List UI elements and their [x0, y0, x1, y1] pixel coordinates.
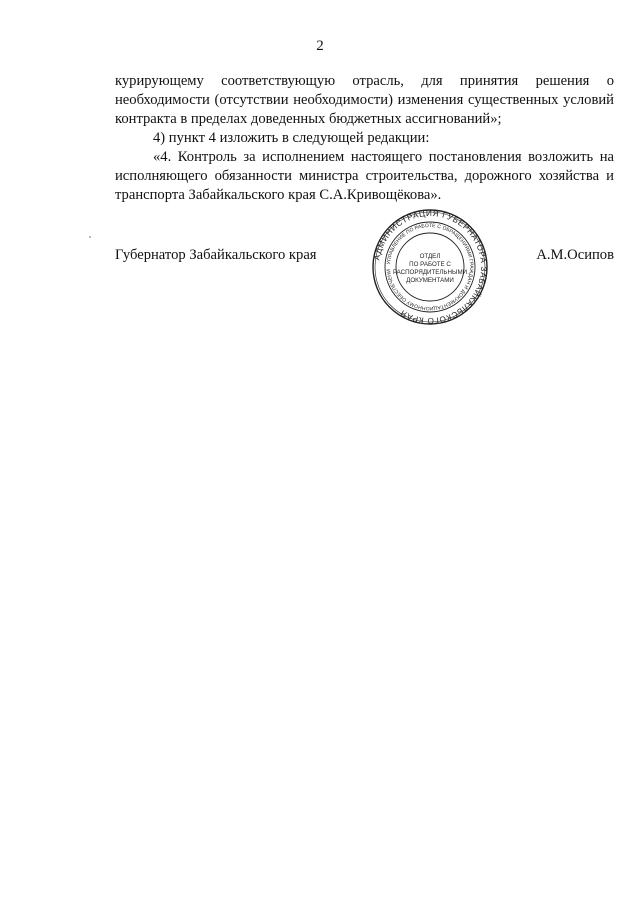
- seal-outer-text: АДМИНИСТРАЦИЯ ГУБЕРНАТОРА ЗАБАЙКАЛЬСКОГО КРАЯ: [372, 208, 489, 326]
- seal-center-line-3: РАСПОРЯДИТЕЛЬНЫМИ: [392, 269, 468, 276]
- paragraph-item-4-intro: 4) пункт 4 изложить в следующей редакции:: [153, 130, 430, 146]
- margin-mark: [89, 236, 91, 238]
- official-seal: [371, 208, 489, 326]
- signatory-name: А.М.Осипов: [536, 247, 614, 263]
- seal-center-line-4: ДОКУМЕНТАМИ: [406, 277, 454, 284]
- signatory-position: Губернатор Забайкальского края: [115, 247, 317, 263]
- signature-block: [115, 247, 614, 269]
- seal-inner-text: УПРАВЛЕНИЕ ПО РАБОТЕ С ОБРАЩЕНИЯМИ ГРАЖДАН И ДОКУМЕНТАЦИОННОМУ ОБЕСПЕЧЕНИ: [386, 222, 475, 312]
- document-body: [115, 72, 614, 205]
- paragraph-control-clause: «4. Контроль за исполнением настоящего постановления возложить на исполняющего обязанности министра строительства, дорожного хозяйства и транспорта Забайкальского края С.А.Кривощёкова».: [115, 149, 614, 203]
- seal-center-line-1: ОТДЕЛ: [419, 253, 441, 260]
- seal-center-line-2: ПО РАБОТЕ С: [409, 261, 451, 268]
- paragraph-contract-conditions: курирующему соответствующую отрасль, для принятия решения о необходимости (отсутствии необходимости) изменения существенных условий контракта в пределах доведенных бюджетных ассигнований»;: [115, 73, 614, 127]
- page-number: 2: [316, 38, 324, 54]
